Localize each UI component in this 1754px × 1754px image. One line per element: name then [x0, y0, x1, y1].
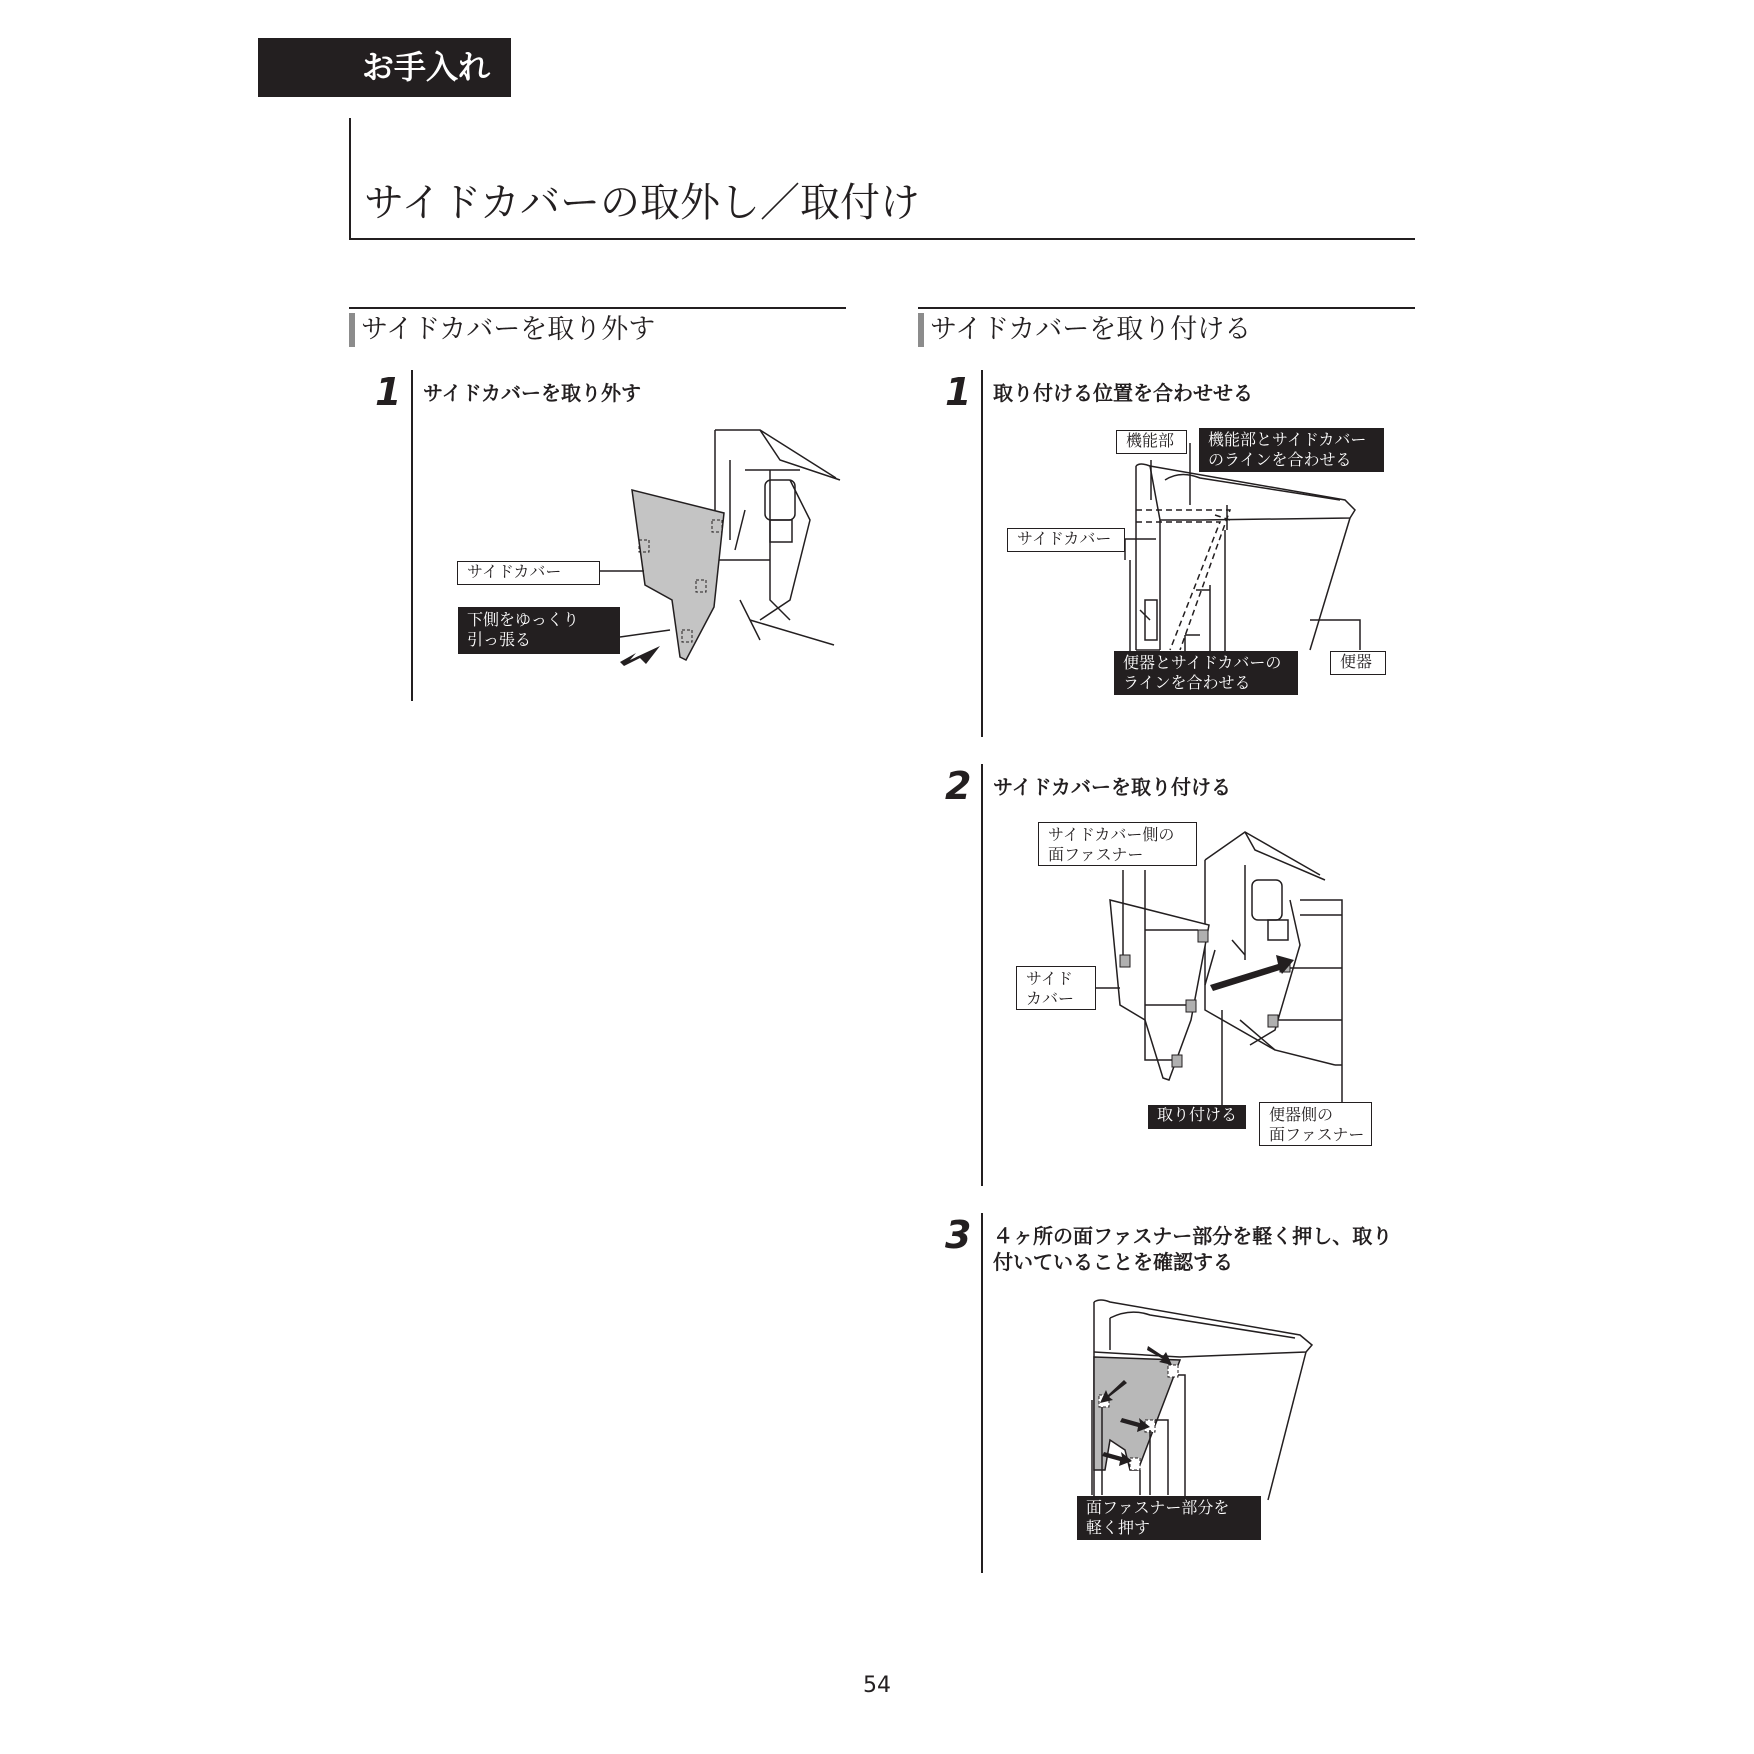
- right2-label-side-cover-line2: カバー: [1026, 989, 1075, 1008]
- right1-label-align-top-line2: のラインを合わせる: [1208, 450, 1352, 469]
- right1-label-side-cover: サイドカバー: [1007, 528, 1125, 552]
- page-number: 54: [863, 1673, 891, 1698]
- right-step2-text: サイドカバーを取り付ける: [993, 775, 1231, 799]
- right1-label-align-top-line1: 機能部とサイドカバー: [1208, 430, 1367, 449]
- right2-label-bowl-fastener-line2: 面ファスナー: [1269, 1125, 1365, 1144]
- left-step1-text: サイドカバーを取り外す: [423, 381, 641, 405]
- right1-label-align-bottom-line1: 便器とサイドカバーの: [1123, 653, 1282, 672]
- left-label-pull-line2: 引っ張る: [467, 630, 532, 649]
- right3-label-press-line1: 面ファスナー部分を: [1086, 1498, 1230, 1517]
- right-step3-text-line1: ４ヶ所の面ファスナー部分を軽く押し、取り: [993, 1224, 1393, 1248]
- left-section-title: サイドカバーを取り外す: [361, 314, 656, 345]
- left-label-side-cover: サイドカバー: [457, 561, 600, 585]
- right2-label-side-cover-line1: サイド: [1026, 969, 1073, 988]
- right2-label-cover-fastener-line2: 面ファスナー: [1048, 845, 1144, 864]
- right-step1-text: 取り付ける位置を合わせせる: [993, 381, 1253, 405]
- right-step2-number: 2: [945, 764, 972, 808]
- left-step1-number: 1: [375, 370, 402, 414]
- right2-label-attach: 取り付ける: [1148, 1105, 1246, 1129]
- right3-label-press-fastener: [1077, 1496, 1261, 1540]
- right2-label-cover-fastener-line1: サイドカバー側の: [1048, 825, 1175, 844]
- right1-label-align-bottom-line2: ラインを合わせる: [1123, 673, 1251, 692]
- right-step1-number: 1: [945, 370, 972, 414]
- section-tab: お手入れ: [258, 38, 511, 97]
- left-label-pull-line1: 下側をゆっくり: [467, 610, 579, 629]
- right2-label-bowl-fastener-line1: 便器側の: [1269, 1105, 1334, 1124]
- right1-label-toilet-bowl: 便器: [1330, 651, 1386, 675]
- right-section-title: サイドカバーを取り付ける: [930, 314, 1252, 345]
- right-step3-text-line2: 付いていることを確認する: [993, 1250, 1233, 1274]
- right1-label-function-unit: 機能部: [1116, 430, 1187, 454]
- right-step3-number: 3: [945, 1213, 972, 1257]
- right3-label-press-line2: 軽く押す: [1086, 1518, 1151, 1537]
- page-title: サイドカバーの取外し／取付け: [364, 180, 920, 226]
